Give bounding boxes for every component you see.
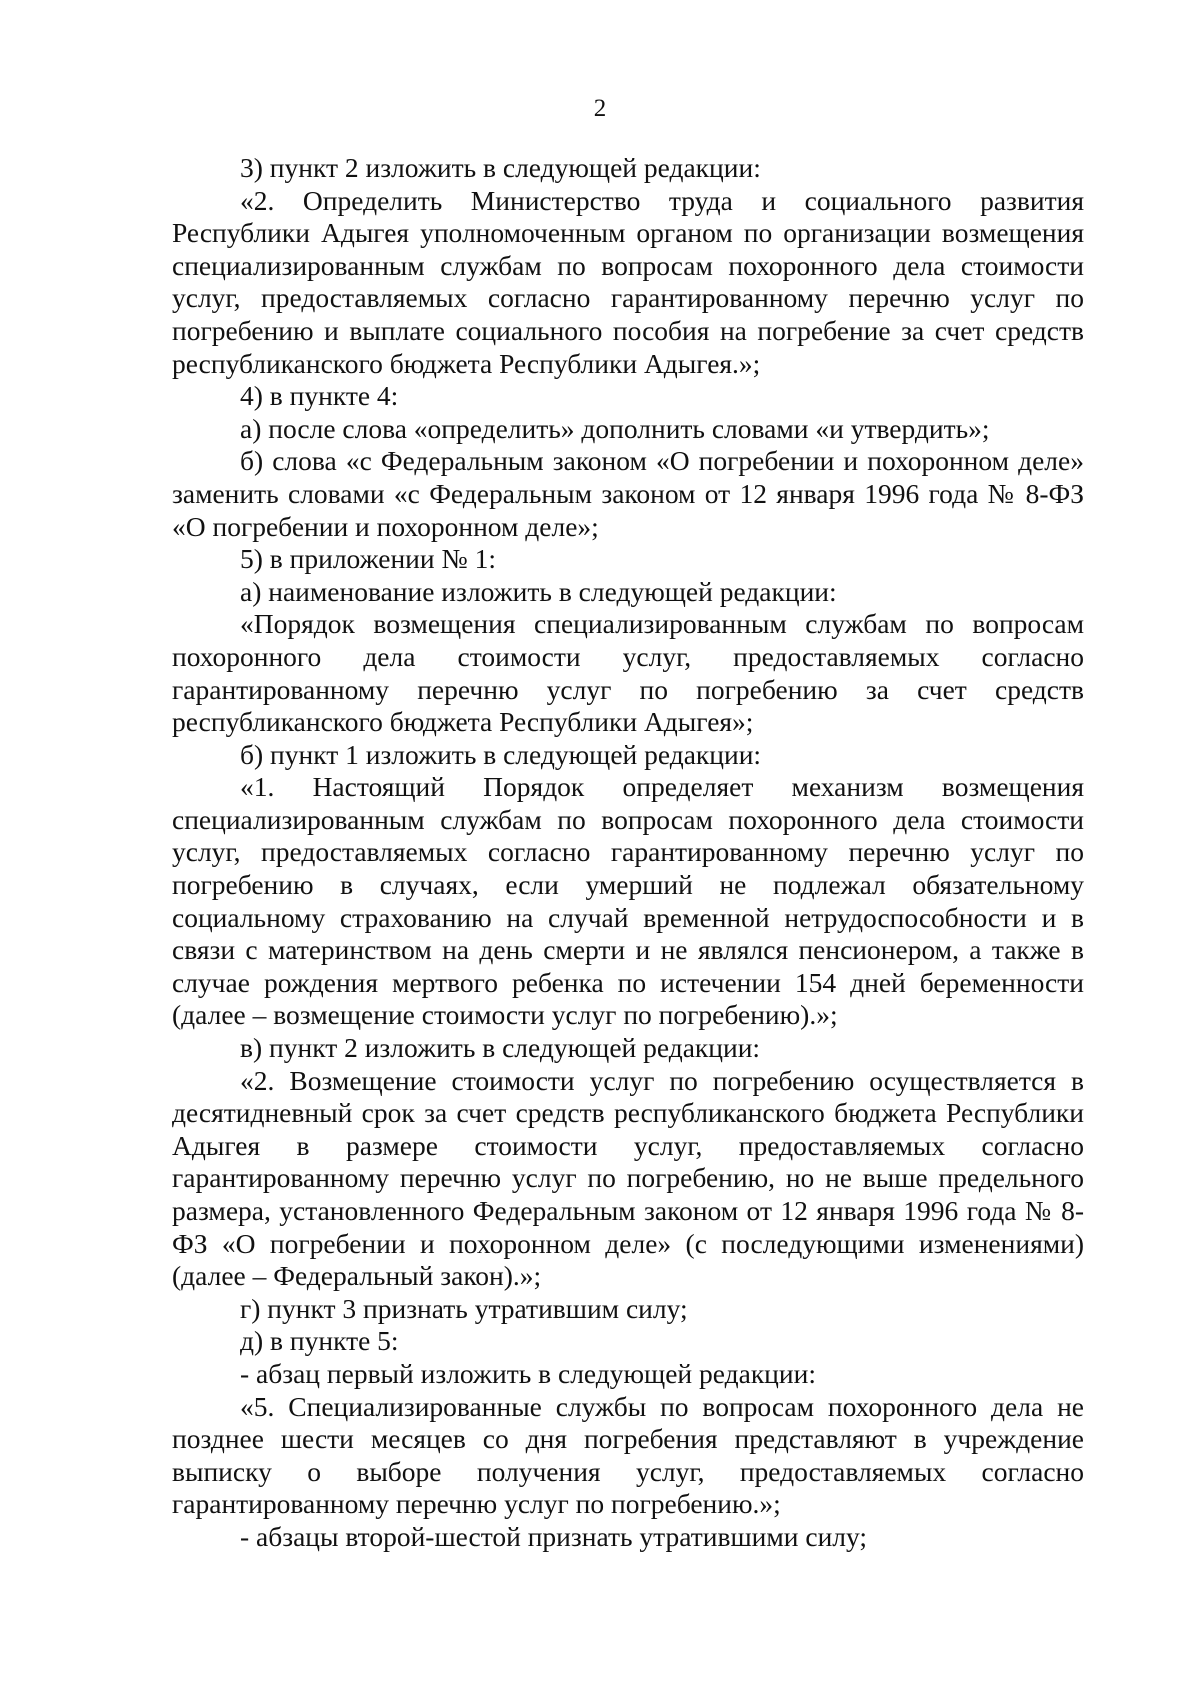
paragraph-item-5: 5) в приложении № 1: (240, 543, 496, 575)
paragraph-subitem-b: б) слова «с Федеральным законом «О погребении и похоронном деле» заменить словами «с Федеральным законом от 12 января 1996 года № 8-ФЗ «О погребении и похоронном деле»; (172, 445, 1084, 542)
page-number: 2 (593, 95, 607, 122)
paragraph-quote-order-title: «Порядок возмещения специализированным службам по вопросам похоронного дела стоимости услуг, предоставляемых согласно гарантированному перечню услуг по погребению за счет средств республиканского бюджета Республики Адыгея»; (172, 608, 1084, 738)
paragraph-quote-item-2: «2. Определить Министерство труда и социального развития Республики Адыгея уполномоченным органом по организации возмещения специализированным службам по вопросам похоронного дела стоимости услуг, предоставляемых согласно гарантированному перечню услуг по погребению и выплате социального пособия на погребение за счет средств республиканского бюджета Республики Адыгея.»; (172, 184, 1084, 379)
document-body (172, 152, 1084, 1554)
paragraph-item-3: 3) пункт 2 изложить в следующей редакции: (240, 152, 761, 183)
paragraph-quote-point-1: «1. Настоящий Порядок определяет механизм возмещения специализированным службам по вопросам похоронного дела стоимости услуг, предоставляемых согласно гарантированному перечню услуг по погребению в случаях, если умерший не подлежал обязательному социальному страхованию на случай временной нетрудоспособности и в связи с материнством на день смерти и не являлся пенсионером, а также в случае рождения мертвого ребенка по истечении 154 дней беременности (далее – возмещение стоимости услуг по погребению).»; (172, 771, 1084, 1031)
paragraph-subitem-b-point1: б) пункт 1 изложить в следующей редакции: (240, 738, 762, 770)
paragraph-dash-abzacy: - абзацы второй-шестой признать утратившими силу; (240, 1520, 868, 1552)
paragraph-subitem-v: в) пункт 2 изложить в следующей редакции: (240, 1032, 761, 1064)
paragraph-item-4: 4) в пункте 4: (240, 380, 399, 412)
paragraph-quote-point-2: «2. Возмещение стоимости услуг по погребению осуществляется в десятидневный срок за счет средств республиканского бюджета Республики Адыгея в размере стоимости услуг, предоставляемых согласно гарантированному перечню услуг по погребению, но не выше предельного размера, установленного Федеральным законом от 12 января 1996 года № 8-ФЗ «О погребении и похоронном деле» (с последующими изменениями) (далее – Федеральный закон).»; (172, 1064, 1084, 1292)
paragraph-dash-first-abzac: - абзац первый изложить в следующей редакции: (240, 1357, 816, 1389)
paragraph-subitem-a: а) после слова «определить» дополнить словами «и утвердить»; (240, 412, 990, 444)
paragraph-subitem-g: г) пункт 3 признать утратившим силу; (240, 1292, 688, 1324)
paragraph-quote-point-5: «5. Специализированные службы по вопросам похоронного дела не позднее шести месяцев со дня погребения представляют в учреждение выписку о выборе получения услуг, предоставляемых согласно гарантированному перечню услуг по погребению.»; (172, 1390, 1084, 1520)
paragraph-subitem-d: д) в пункте 5: (240, 1325, 399, 1357)
paragraph-subitem-a-name: а) наименование изложить в следующей редакции: (240, 575, 837, 607)
